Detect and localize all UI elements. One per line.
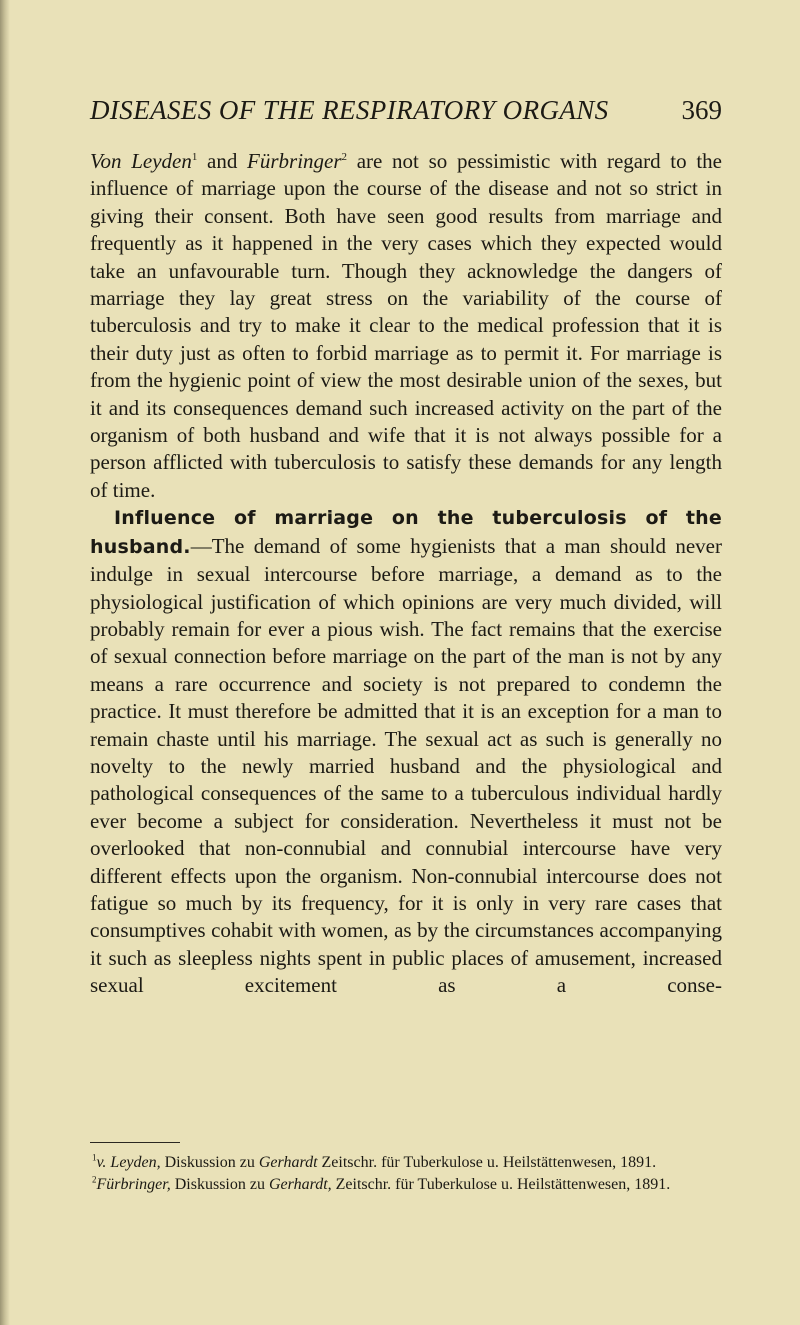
section-run-in-heading: Influence of marriage on the tuberculosis of the husband. [90,507,722,558]
paragraph-text: —The demand of some hygienists that a man should never indulge in sexual intercourse before marriage, a demand as to the physiological justification of which opinions are very much divided, will probably remain for ever a pious wish. The fact remains that the exercise of sexual connection before marriage on the part of the man is not by any means a rare occurrence and society is not prepared to condemn the practice. It must therefore be admitted that it is an exception for a man to remain chaste until his marriage. The sexual act as such is generally no novelty to the newly married husband and the physiological and pathological consequences of the same to a tuberculous individual hardly ever become a subject for consideration. Nevertheless it must not be overlooked that non-connubial and connubial intercourse have very different effects upon the organism. Non-connubial intercourse does not fatigue so much by its frequency, for it is only in very rare cases that consumptives cohabit with women, as by the circumstances accompanying it such as sleepless nights spent in public places of amusement, increased sexual excitement as a conse- [90,533,722,998]
connector-text: and [197,149,248,173]
body-text [90,148,722,1000]
footnote [90,1152,722,1174]
footnote-source: Gerhardt, [268,1176,332,1193]
footnote-marker: 1 [92,1152,97,1163]
running-head [90,95,722,135]
author-name: Von Leyden [90,149,192,173]
footnote-source: Gerhardt [258,1154,318,1171]
footnote-author: v. Leyden, [96,1154,161,1171]
page-binding-edge [0,0,10,1325]
paragraph-1 [90,148,722,504]
paragraph-text: are not so pessimistic with regard to the influence of marriage upon the course of the disease and not so strict in giving their consent. Both have seen good results from marriage and frequently as it happened in the very cases which they expected would take an unfavourable turn. Though they acknowledge the dangers of marriage they lay great stress on the variability of the course of tuberculosis and try to make it clear to the medical profession that it is their duty just as often to forbid marriage as to permit it. For marriage is from the hygienic point of view the most desirable union of the sexes, but it and its consequences demand such increased activity on the part of the organism of both husband and wife that it is not always possible for a person afflicted with tuberculosis to satisfy these demands for any length of time. [90,149,722,502]
footnote [90,1174,722,1196]
footnote-text: Zeitschr. für Tuberkulose u. Heilstättenwesen, 1891. [317,1154,657,1171]
footnote-text: Diskussion zu [160,1154,259,1171]
footnote-text: Zeitschr. für Tuberkulose u. Heilstättenwesen, 1891. [331,1176,671,1193]
footnote-reference: 1 [191,151,198,163]
footnote-text: Diskussion zu [170,1176,269,1193]
footnote-rule [90,1142,180,1143]
page-number: 369 [681,95,722,125]
footnotes [90,1152,722,1196]
footnote-author: Fürbringer, [96,1176,171,1193]
running-head-title: DISEASES OF THE RESPIRATORY ORGANS [90,95,609,125]
footnote-reference: 2 [341,151,348,163]
footnote-marker: 2 [92,1174,97,1185]
author-name: Fürbringer [247,149,342,173]
paragraph-2 [90,504,722,999]
